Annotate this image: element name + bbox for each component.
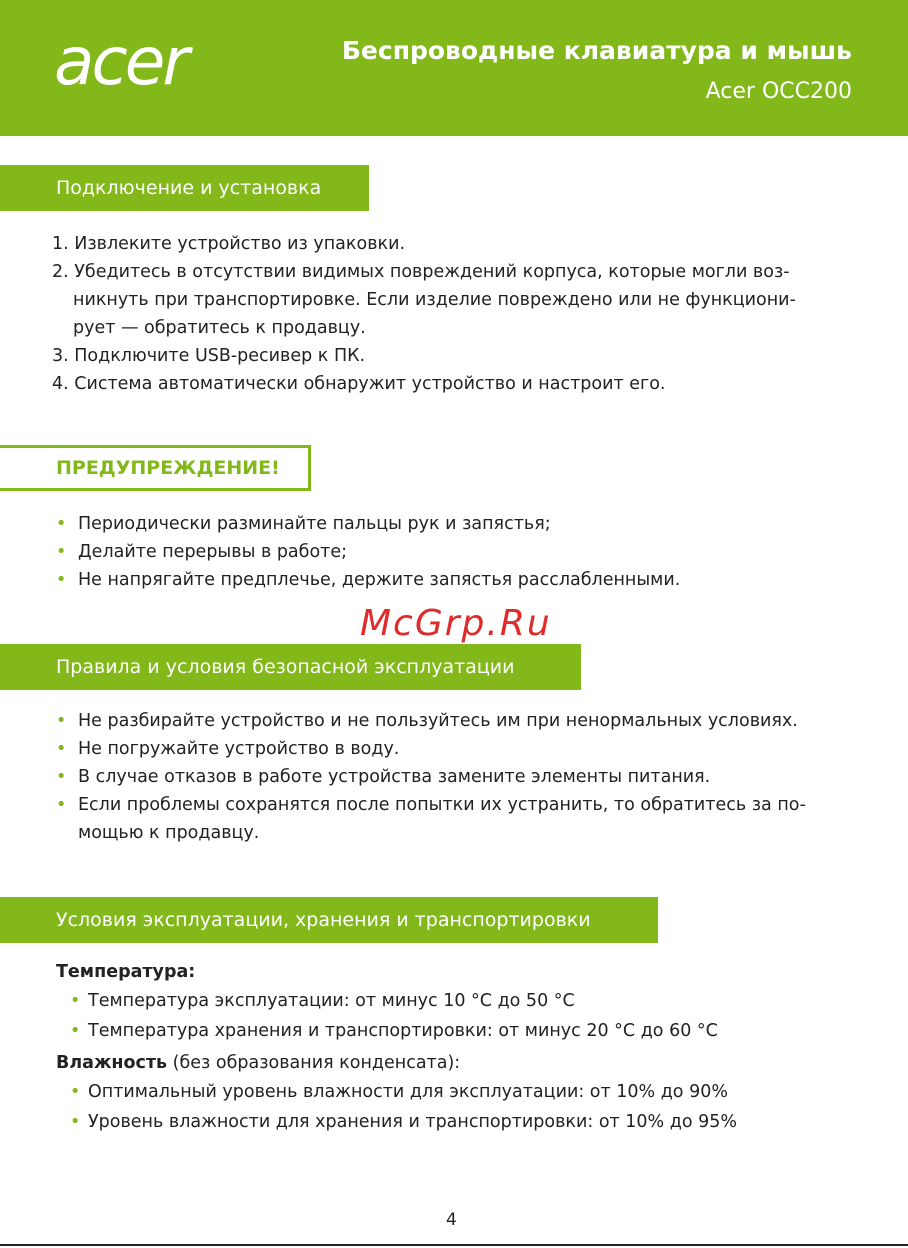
safety-item-line: • Если проблемы сохранятся после попытки их устранить, то обратитесь за по- [78,795,806,815]
install-step-continuation: рует — обратитесь к продавцу. [73,318,366,338]
humidity-heading [56,1053,460,1073]
section-install-heading: Подключение и установка [0,165,369,211]
temperature-heading [56,962,195,982]
install-step: 1. Извлеките устройство из упаковки. [52,234,406,254]
humidity-label: Влажность [56,1053,168,1073]
warning-heading: ПРЕДУПРЕЖДЕНИЕ! [56,457,280,479]
humidity-item: • Уровень влажности для хранения и транспортировки: от 10% до 95% [70,1107,737,1137]
safety-item: • В случае отказов в работе устройства замените элементы питания. [56,763,806,791]
temperature-item: • Температура эксплуатации: от минус 10 °С до 50 °С [70,986,718,1016]
document-title: Беспроводные клавиатура и мышь [341,36,852,65]
install-step: 2. Убедитесь в отсутствии видимых повреждений корпуса, которые могли воз- [52,262,790,282]
warning-item: • Не напрягайте предплечье, держите запястья расслабленными. [56,566,680,594]
safety-list [56,707,806,847]
section-conditions-heading: Условия эксплуатации, хранения и транспортировки [0,897,658,943]
install-step-continuation: никнуть при транспортировке. Если изделие повреждено или не функциони- [73,290,796,310]
temperature-label: Температура: [56,962,196,982]
footer-rule [0,1244,908,1246]
acer-logo [52,28,236,100]
warning-heading-box [0,445,311,491]
temperature-item: • Температура хранения и транспортировки: от минус 20 °С до 60 °С [70,1016,718,1046]
humidity-note: (без образования конденсата): [167,1053,461,1073]
product-model: Acer OCC200 [705,79,852,104]
warning-item: • Периодически разминайте пальцы рук и запястья; [56,510,680,538]
install-steps-list [52,230,796,398]
svg-text:acer: acer [54,28,187,100]
watermark: McGrp.Ru [360,603,552,644]
page-number: 4 [446,1210,457,1230]
install-step: 3. Подключите USB-ресивер к ПК. [52,346,366,366]
page-header [0,0,908,136]
warning-list [56,510,680,594]
safety-item: • Не разбирайте устройство и не пользуйтесь им при ненормальных условиях. [56,707,806,735]
warning-item: • Делайте перерывы в работе; [56,538,680,566]
safety-item: • Не погружайте устройство в воду. [56,735,806,763]
install-step: 4. Система автоматически обнаружит устройство и настроит его. [52,374,666,394]
humidity-item: • Оптимальный уровень влажности для эксплуатации: от 10% до 90% [70,1077,737,1107]
safety-item-line: мощью к продавцу. [78,823,260,843]
humidity-list [70,1077,737,1137]
section-safety-heading: Правила и условия безопасной эксплуатации [0,644,581,690]
safety-item [56,791,806,847]
temperature-list [70,986,718,1046]
